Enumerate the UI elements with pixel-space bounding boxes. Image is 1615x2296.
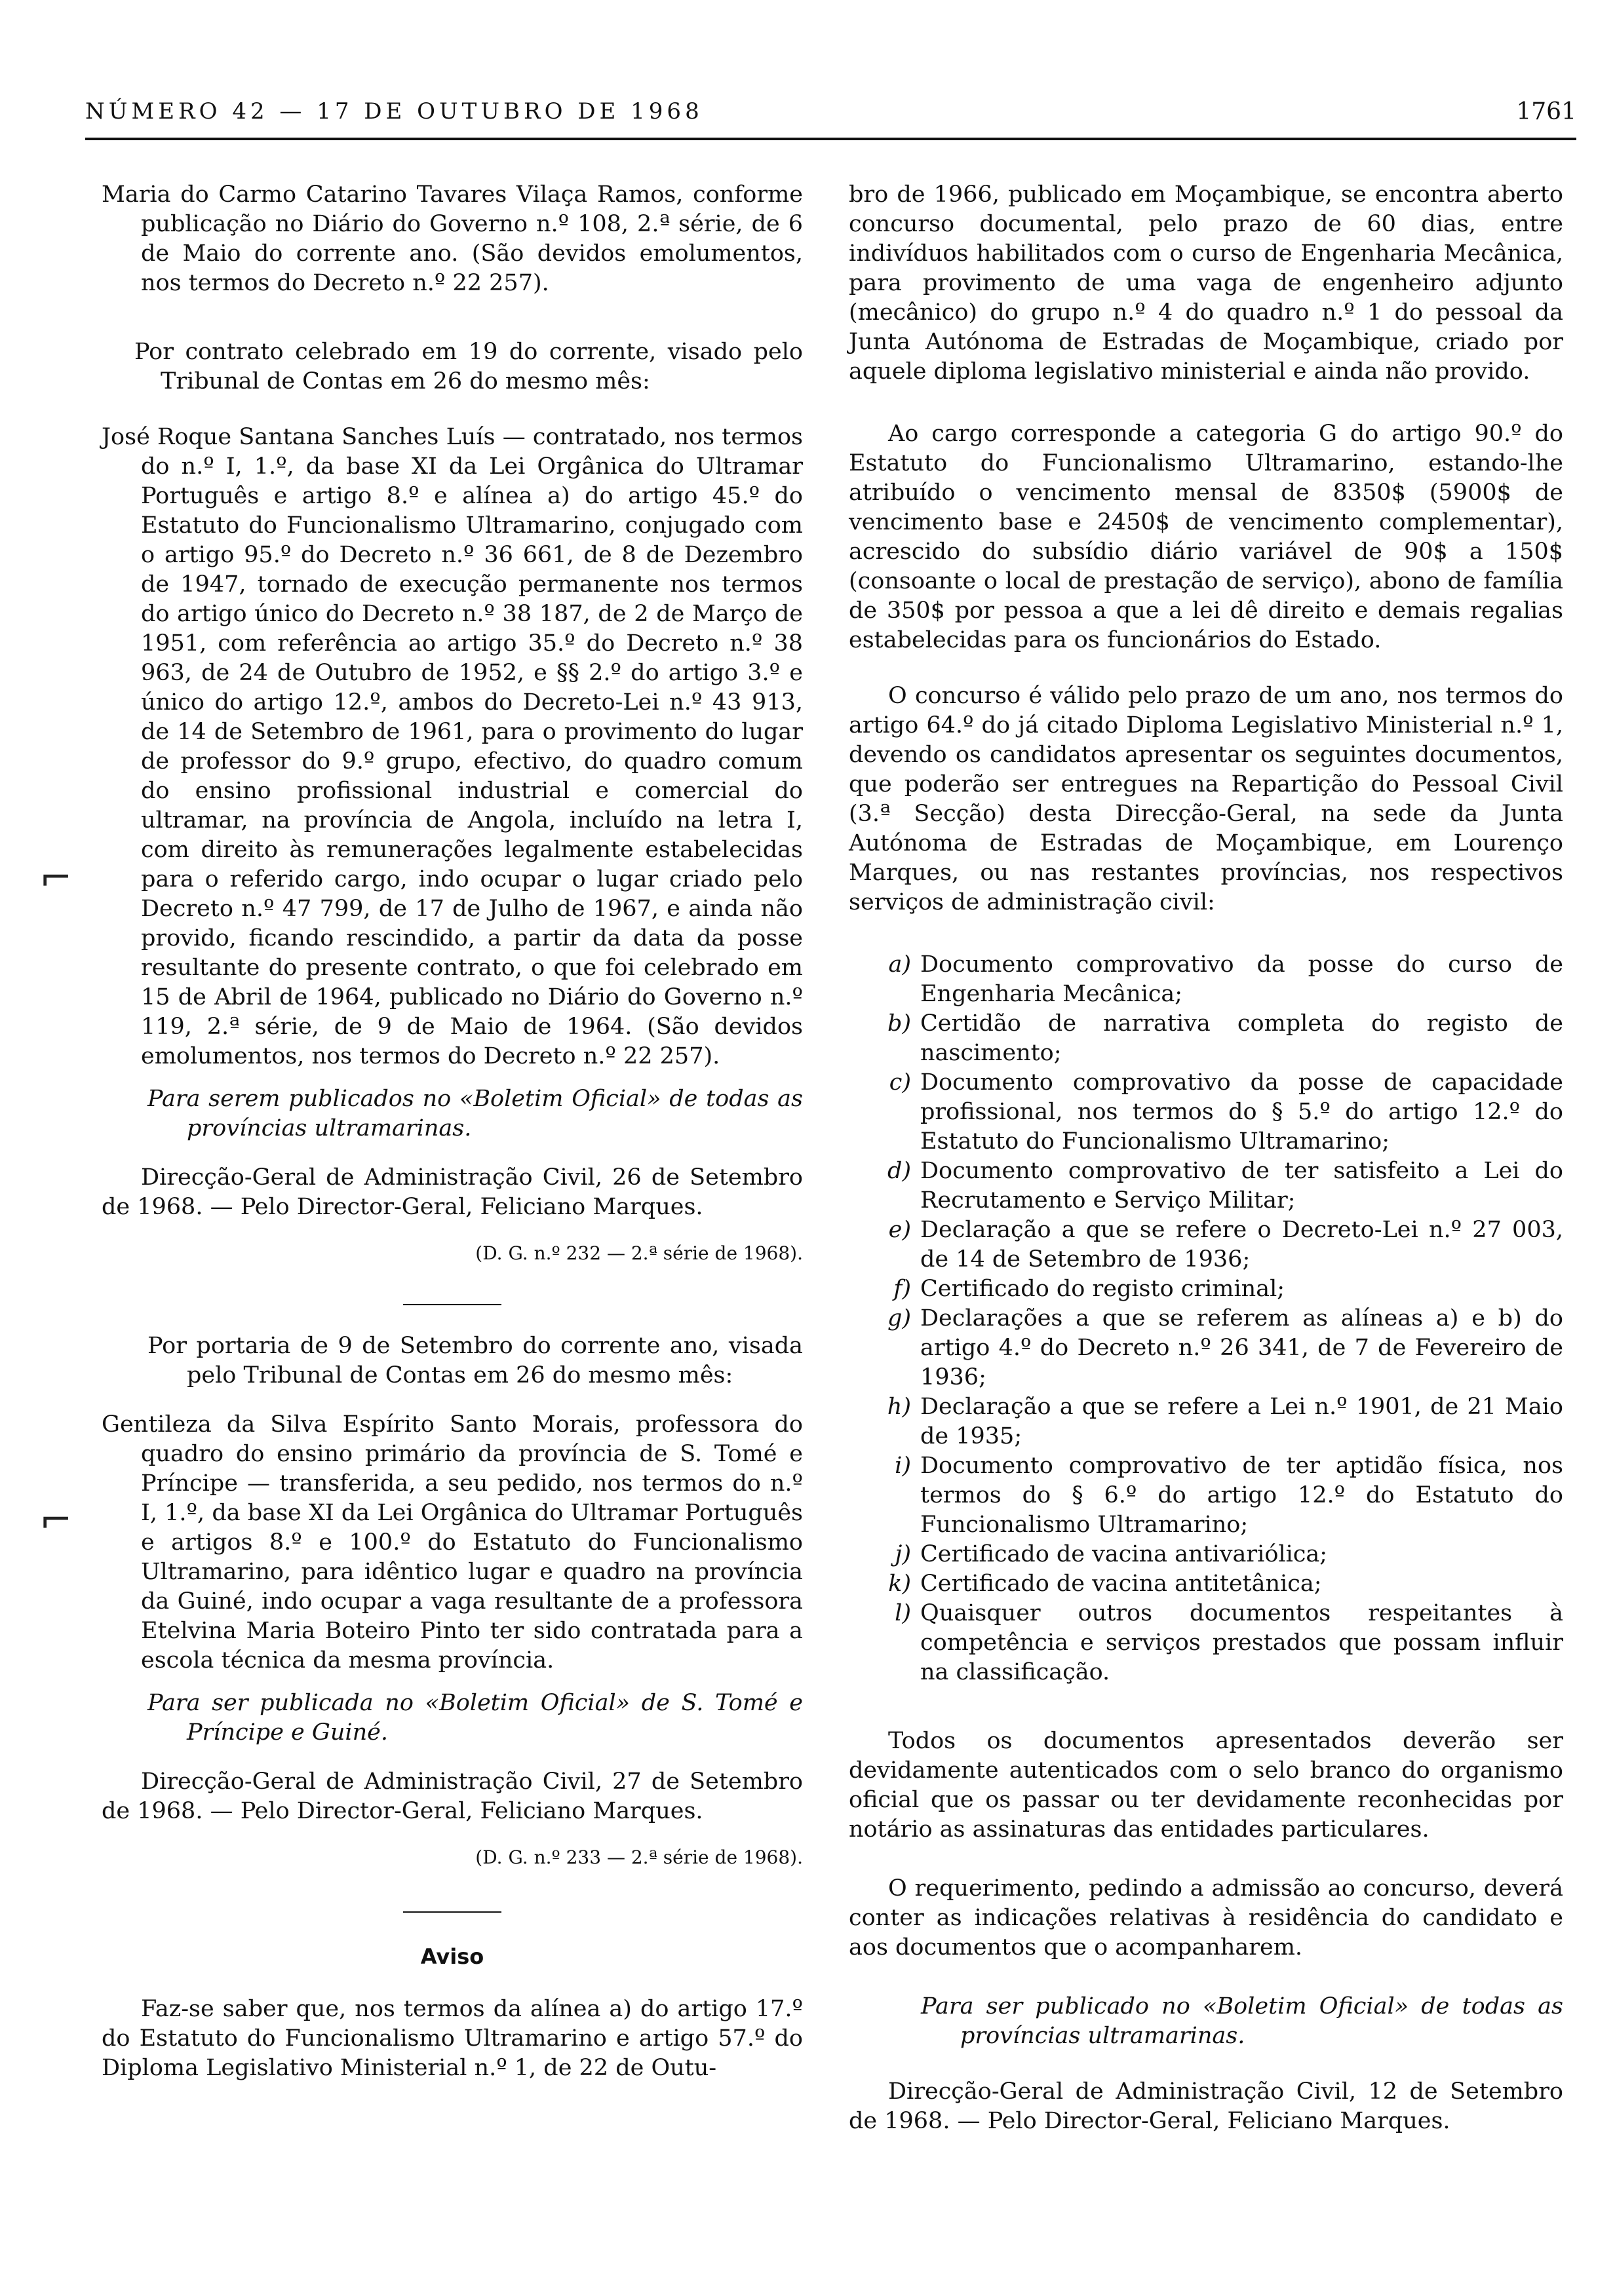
paragraph: O requerimento, pedindo a admissão ao concurso, deverá conter as indicações relativas à residência do candidato e aos documentos que o acompanharem. (849, 1875, 1563, 1961)
list-item (849, 1215, 1563, 1274)
paragraph: José Roque Santana Sanches Luís — contratado, nos termos do n.º I, 1.º, da base XI da Lei Orgânica do Ultramar Português e artigo 8.º e alínea a) do artigo 45.º do Estatuto do Funcionalismo Ultramarino, conjugado com o artigo 95.º do Decreto n.º 36 661, de 8 de Dezembro de 1947, tornado de execução permanente nos termos do artigo único do Decreto n.º 38 187, de 2 de Março de 1951, com referência ao artigo 35.º do Decreto n.º 38 963, de 24 de Outubro de 1952, e §§ 2.º do artigo 3.º e único do artigo 12.º, ambos do Decreto-Lei n.º 43 913, de 14 de Setembro de 1961, para o provimento do lugar de professor do 9.º grupo, efectivo, do quadro comum do ensino profissional industrial e comercial do ultramar, na província de Angola, incluído na letra I, com direito às remunerações legalmente estabelecidas para o referido cargo, indo ocupar o lugar criado pelo Decreto n.º 47 799, de 17 de Julho de 1967, e ainda não provido, ficando rescindido, a partir da data da posse resultante do presente contrato, o que foi celebrado em 15 de Abril de 1964, publicado no Diário do Governo n.º 119, 2.ª série, de 9 de Maio de 1964. (São devidos emolumentos, nos termos do Decreto n.º 22 257). (102, 424, 803, 1069)
list-label: c) (889, 1069, 911, 1096)
list-item (849, 1068, 1563, 1157)
paragraph: bro de 1966, publicado em Moçambique, se encontra aberto concurso documental, pelo prazo de 60 dias, entre indivíduos habilitados com o curso de Engenharia Mecânica, para provimento de uma vaga de engenheiro adjunto (mecânico) do grupo n.º 4 do quadro n.º 1 do pessoal da Junta Autónoma de Estradas de Moçambique, criado por aquele diploma legislativo ministerial e ainda não provido. (849, 182, 1563, 385)
list-text: Quaisquer outros documentos respeitantes à competência e serviços prestados que possam influir na classificação. (920, 1600, 1563, 1685)
document-list (849, 950, 1563, 1687)
list-item (849, 1569, 1563, 1599)
list-text: Certificado do registo criminal; (920, 1276, 1285, 1302)
paragraph: Faz-se saber que, nos termos da alínea a) do artigo 17.º do Estatuto do Funcionalismo Ultramarino e artigo 57.º do Diploma Legislativo Ministerial n.º 1, de 22 de Outu- (102, 1996, 803, 2081)
list-item (849, 1451, 1563, 1540)
list-text: Documento comprovativo da posse de capacidade profissional, nos termos do § 5.º do artigo 12.º do Estatuto do Funcionalismo Ultramarino; (920, 1069, 1563, 1155)
page-number: 1761 (1516, 98, 1576, 125)
list-item (849, 1599, 1563, 1687)
list-text: Declarações a que se referem as alíneas a) e b) do artigo 4.º do Decreto n.º 26 341, de 7 de Fevereiro de 1936; (920, 1305, 1563, 1390)
list-label: g) (887, 1305, 911, 1331)
gazette-reference: (D. G. n.º 233 — 2.ª série de 1968). (475, 1846, 803, 1868)
right-column (849, 180, 1563, 2136)
list-label: j) (895, 1541, 911, 1567)
publication-note: Para ser publicado no «Boletim Oficial» de todas as províncias ultramarinas. (921, 1993, 1563, 2049)
list-text: Documento comprovativo de ter aptidão física, nos termos do § 6.º do artigo 12.º do Estatuto do Funcionalismo Ultramarino; (920, 1453, 1563, 1538)
paragraph: Ao cargo corresponde a categoria G do artigo 90.º do Estatuto do Funcionalismo Ultramarino, estando-lhe atribuído o vencimento mensal de 8350$ (5900$ de vencimento base e 2450$ de vencimento complementar), acrescido do subsídio diário variável de 90$ a 150$ (consoante o local de prestação de serviço), abono de família de 350$ por pessoa a que a lei dê direito e demais regalias estabelecidas para os funcionários do Estado. (849, 421, 1563, 653)
signature-line: Direcção-Geral de Administração Civil, 12 de Setembro de 1968. — Pelo Director-Geral, Feliciano Marques. (849, 2078, 1563, 2134)
list-text: Declaração a que se refere a Lei n.º 1901, de 21 Maio de 1935; (920, 1394, 1563, 1449)
section-title: Aviso (420, 1944, 484, 1969)
signature-line: Direcção-Geral de Administração Civil, 27 de Setembro de 1968. — Pelo Director-Geral, Feliciano Marques. (102, 1769, 803, 1824)
signature-line: Direcção-Geral de Administração Civil, 26 de Setembro de 1968. — Pelo Director-Geral, Feliciano Marques. (102, 1164, 803, 1220)
list-item (849, 1274, 1563, 1304)
list-item (849, 950, 1563, 1009)
list-label: i) (895, 1453, 911, 1479)
list-item (849, 1009, 1563, 1068)
list-item (849, 1304, 1563, 1392)
publication-note: Para serem publicados no «Boletim Oficial» de todas as províncias ultramarinas. (147, 1086, 803, 1141)
list-label: f) (893, 1276, 911, 1302)
paragraph: O concurso é válido pelo prazo de um ano, nos termos do artigo 64.º do já citado Diploma Legislativo Ministerial n.º 1, devendo os candidatos apresentar os seguintes documentos, que poderão ser entregues na Repartição do Pessoal Civil (3.ª Secção) desta Direcção-Geral, na sede da Junta Autónoma de Estradas de Moçambique, em Lourenço Marques, ou nas restantes províncias, nos respectivos serviços de administração civil: (849, 683, 1563, 915)
list-text: Certificado de vacina antitetânica; (920, 1571, 1322, 1597)
paragraph: Todos os documentos apresentados deverão ser devidamente autenticados com o selo branco do organismo oficial que os passar ou ter devidamente reconhecidas por notário as assinaturas das entidades particulares. (849, 1728, 1563, 1843)
issue-line: NÚMERO 42 — 17 DE OUTUBRO DE 1968 (85, 98, 703, 124)
margin-mark: ⌐ (39, 855, 73, 901)
list-label: k) (888, 1571, 911, 1597)
list-text: Documento comprovativo de ter satisfeito a Lei do Recrutamento e Serviço Militar; (920, 1158, 1563, 1214)
list-label: l) (895, 1600, 911, 1626)
paragraph: Por contrato celebrado em 19 do corrente, visado pelo Tribunal de Contas em 26 do mesmo mês: (134, 339, 803, 394)
list-label: b) (887, 1010, 911, 1037)
publication-note: Para ser publicada no «Boletim Oficial» de S. Tomé e Príncipe e Guiné. (147, 1690, 803, 1746)
list-item (849, 1157, 1563, 1215)
list-item (849, 1392, 1563, 1451)
list-label: h) (887, 1394, 911, 1420)
paragraph: Gentileza da Silva Espírito Santo Morais, professora do quadro do ensino primário da província de S. Tomé e Príncipe — transferida, a seu pedido, nos termos do n.º I, 1.º, da base XI da Lei Orgânica do Ultramar Português e artigos 8.º e 100.º do Estatuto do Funcionalismo Ultramarino, para idêntico lugar e quadro na província da Guiné, indo ocupar a vaga resultante de a professora Etelvina Maria Boteiro Pinto ter sido contratada para a escola técnica da mesma província. (102, 1411, 803, 1674)
list-label: a) (888, 951, 911, 978)
paragraph: Por portaria de 9 de Setembro do corrente ano, visada pelo Tribunal de Contas em 26 do mesmo mês: (147, 1333, 803, 1388)
list-label: d) (887, 1158, 911, 1184)
margin-mark: ⌐ (39, 1497, 73, 1543)
list-text: Certificado de vacina antivariólica; (920, 1541, 1328, 1567)
list-item (849, 1540, 1563, 1569)
list-label: e) (888, 1217, 911, 1243)
gazette-reference: (D. G. n.º 232 — 2.ª série de 1968). (475, 1242, 803, 1264)
list-text: Certidão de narrativa completa do registo de nascimento; (920, 1010, 1563, 1066)
list-text: Declaração a que se refere o Decreto-Lei n.º 27 003, de 14 de Setembro de 1936; (920, 1217, 1563, 1272)
paragraph: Maria do Carmo Catarino Tavares Vilaça Ramos, conforme publicação no Diário do Governo n.º 108, 2.ª série, de 6 de Maio do corrente ano. (São devidos emolumentos, nos termos do Decreto n.º 22 257). (102, 182, 803, 296)
list-text: Documento comprovativo da posse do curso de Engenharia Mecânica; (920, 951, 1563, 1007)
left-column (102, 180, 803, 2083)
page-header (85, 98, 1576, 140)
